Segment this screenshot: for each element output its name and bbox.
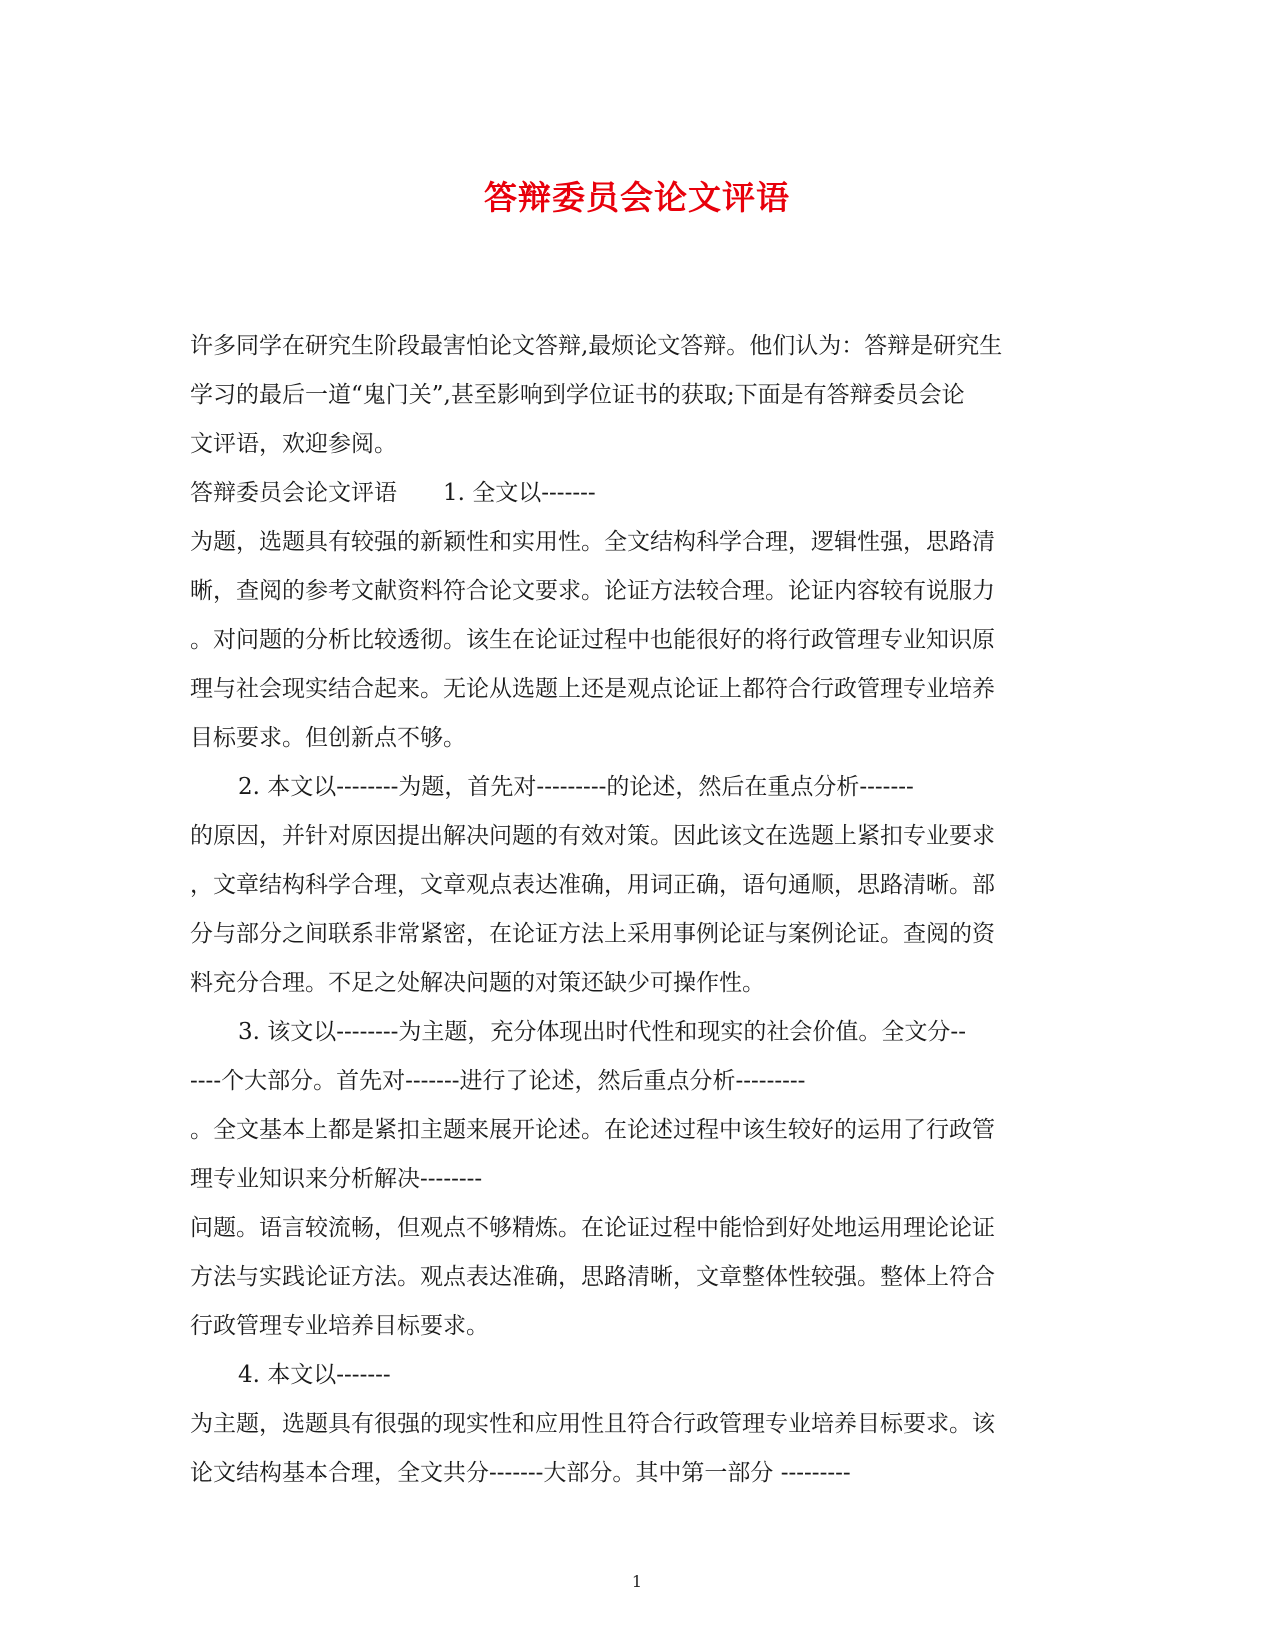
text-line: 学习的最后一道“鬼门关”,甚至影响到学位证书的获取;下面是有答辩委员会论 — [190, 382, 965, 408]
text-line: 许多同学在研究生阶段最害怕论文答辩,最烦论文答辩。他们认为：答辩是研究生 — [190, 333, 1003, 359]
text-line: 分与部分之间联系非常紧密，在论证方法上采用事例论证与案例论证。查阅的资 — [190, 921, 995, 947]
text-line: 。全文基本上都是紧扣主题来展开论述。在论述过程中该生较好的运用了行政管 — [190, 1117, 995, 1143]
text-line: 问题。语言较流畅，但观点不够精炼。在论证过程中能恰到好处地运用理论论证 — [190, 1215, 995, 1241]
text-line: 文评语，欢迎参阅。 — [190, 431, 397, 457]
text-line: 理与社会现实结合起来。无论从选题上还是观点论证上都符合行政管理专业培养 — [190, 676, 995, 702]
text-line: 方法与实践论证方法。观点表达准确，思路清晰，文章整体性较强。整体上符合 — [190, 1264, 995, 1290]
text-line: ----个大部分。首先对-------进行了论述，然后重点分析--------- — [190, 1068, 806, 1094]
page-number: 1 — [631, 1572, 643, 1591]
text-line: 目标要求。但创新点不够。 — [190, 725, 466, 751]
numbered-item-line: 4. 本文以------- — [238, 1362, 391, 1388]
numbered-item-line: 2. 本文以--------为题，首先对---------的论述，然后在重点分析------- — [238, 774, 914, 800]
numbered-item-line: 3. 该文以--------为主题，充分体现出时代性和现实的社会价值。全文分-- — [238, 1019, 966, 1045]
section-heading-line: 答辩委员会论文评语 1. 全文以------- — [190, 480, 596, 506]
text-line: 料充分合理。不足之处解决问题的对策还缺少可操作性。 — [190, 970, 765, 996]
text-line: ，文章结构科学合理，文章观点表达准确，用词正确，语句通顺，思路清晰。部 — [190, 872, 995, 898]
text-line: 理专业知识来分析解决-------- — [190, 1166, 483, 1192]
text-line: 晰，查阅的参考文献资料符合论文要求。论证方法较合理。论证内容较有说服力 — [190, 578, 995, 604]
document-title: 答辩委员会论文评语 — [484, 178, 790, 217]
text-line: 。对问题的分析比较透彻。该生在论证过程中也能很好的将行政管理专业知识原 — [190, 627, 995, 653]
text-line: 行政管理专业培养目标要求。 — [190, 1313, 489, 1339]
text-line: 为主题，选题具有很强的现实性和应用性且符合行政管理专业培养目标要求。该 — [190, 1411, 995, 1437]
text-line: 的原因，并针对原因提出解决问题的有效对策。因此该文在选题上紧扣专业要求 — [190, 823, 995, 849]
text-line: 论文结构基本合理，全文共分-------大部分。其中第一部分 --------- — [190, 1460, 851, 1486]
text-line: 为题，选题具有较强的新颖性和实用性。全文结构科学合理，逻辑性强，思路清 — [190, 529, 995, 555]
document-body — [190, 322, 1070, 1498]
